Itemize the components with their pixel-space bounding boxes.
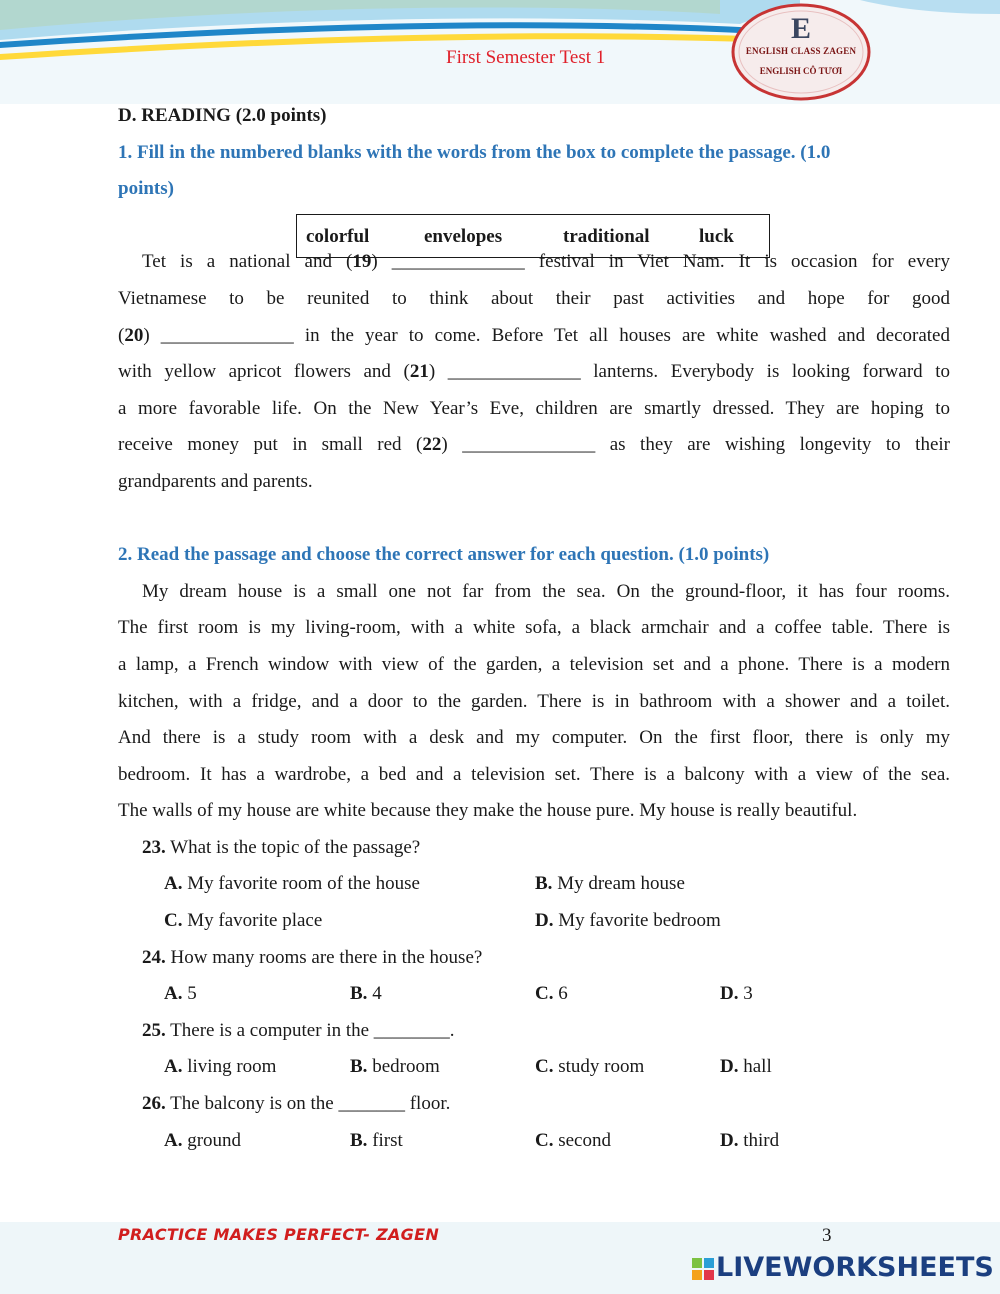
- question-number: 24.: [142, 946, 166, 968]
- part1-instruction-line2: points): [118, 178, 174, 200]
- option-26-a[interactable]: A. ground: [164, 1129, 242, 1151]
- option-26-b[interactable]: B. first: [350, 1129, 403, 1151]
- passage2-line: bedroom. It has a wardrobe, a bed and a television set. There is a balcony with a view of the sea.: [118, 763, 950, 785]
- option-23-c[interactable]: C. My favorite place: [164, 910, 323, 932]
- option-25-b[interactable]: B. bedroom: [350, 1056, 440, 1078]
- passage2: [118, 574, 950, 830]
- option-23-a[interactable]: A. My favorite room of the house: [164, 873, 420, 895]
- question-23-options-row2: [118, 903, 950, 940]
- question-23-options-row1: [118, 866, 950, 903]
- question-25-options: [118, 1049, 950, 1086]
- option-25-c[interactable]: C. study room: [535, 1056, 645, 1078]
- question-23: [118, 830, 950, 867]
- page-number: 3: [822, 1225, 832, 1246]
- option-24-d[interactable]: D. 3: [720, 983, 753, 1005]
- word-luck: luck: [699, 226, 734, 247]
- blank-number-21: 21: [409, 361, 429, 383]
- question-number: 23.: [142, 836, 166, 858]
- option-24-c[interactable]: C. 6: [535, 983, 568, 1005]
- word-box: [296, 214, 770, 258]
- question-number: 26.: [142, 1093, 166, 1115]
- blank-number-22: 22: [422, 434, 442, 456]
- passage1-line: with yellow apricot flowers and (21) ______________ lanterns. Everybody is looking forward to: [118, 361, 951, 383]
- passage1: [118, 244, 950, 500]
- liveworksheets-brand[interactable]: LIVEWORKSHEETS: [716, 1252, 994, 1283]
- question-25: [118, 1013, 950, 1050]
- option-24-a[interactable]: A. 5: [164, 983, 197, 1005]
- option-24-b[interactable]: B. 4: [350, 983, 382, 1005]
- logo-letter: E: [790, 12, 811, 45]
- part1-instruction-line1: 1. Fill in the numbered blanks with the words from the box to complete the passage. (1.0: [118, 141, 831, 163]
- blank-number-19: 19: [352, 251, 372, 273]
- option-23-d[interactable]: D. My favorite bedroom: [535, 910, 721, 932]
- section-heading: D. READING (2.0 points): [118, 105, 327, 126]
- passage2-line: The walls of my house are white because they make the house pure. My house is really beautiful.: [118, 800, 858, 822]
- page-header: [0, 0, 1000, 104]
- word-colorful: colorful: [306, 226, 370, 247]
- question-26: [118, 1086, 950, 1123]
- passage1-line: receive money put in small red (22) ______________ as they are wishing longevity to their: [118, 434, 950, 456]
- passage2-line: a lamp, a French window with view of the garden, a television set and a phone. There is a modern: [118, 653, 950, 675]
- question-number: 25.: [142, 1019, 166, 1041]
- passage2-line: The first room is my living-room, with a white sofa, a black armchair and a coffee table. There is: [118, 617, 950, 639]
- question-26-options: [118, 1123, 950, 1160]
- question-text: What is the topic of the passage?: [165, 836, 421, 858]
- option-26-c[interactable]: C. second: [535, 1129, 611, 1151]
- header-title: First Semester Test 1: [446, 47, 606, 68]
- option-25-a[interactable]: A. living room: [164, 1056, 277, 1078]
- option-26-d[interactable]: D. third: [720, 1129, 780, 1151]
- logo-text-top: ENGLISH CLASS ZAGEN: [745, 46, 857, 56]
- passage1-line: grandparents and parents.: [118, 470, 313, 492]
- passage1-line: (20) ______________ in the year to come. Before Tet all houses are white washed and decorated: [118, 324, 950, 346]
- word-traditional: traditional: [563, 226, 650, 247]
- class-logo: [731, 2, 871, 102]
- passage2-line: And there is a study room with a desk and my computer. On the first floor, there is only my: [118, 727, 950, 749]
- passage1-line: a more favorable life. On the New Year’s Eve, children are smartly dressed. They are hoping to: [118, 397, 950, 419]
- option-25-d[interactable]: D. hall: [720, 1056, 772, 1078]
- passage2-line: kitchen, with a fridge, and a door to the garden. There is in bathroom with a shower and a toilet.: [118, 690, 950, 712]
- logo-text-bottom: ENGLISH CÔ TƯƠI: [759, 66, 843, 76]
- option-23-b[interactable]: B. My dream house: [535, 873, 685, 895]
- word-envelopes: envelopes: [424, 226, 503, 247]
- passage1-line: Vietnamese to be reunited to think about their past activities and hope for good: [118, 287, 950, 309]
- question-text: The balcony is on the _______ floor.: [165, 1093, 451, 1115]
- part2-instruction: 2. Read the passage and choose the correct answer for each question. (1.0 points): [118, 544, 770, 566]
- passage2-line: My dream house is a small one not far from the sea. On the ground-floor, it has four rooms.: [142, 580, 950, 602]
- blank-number-20: 20: [124, 324, 144, 346]
- question-24-options: [118, 976, 950, 1013]
- question-24: [118, 940, 950, 977]
- footer-motto: PRACTICE MAKES PERFECT- ZAGEN: [118, 1225, 440, 1244]
- question-text: How many rooms are there in the house?: [165, 946, 483, 968]
- liveworksheets-logo-icon: [692, 1258, 714, 1280]
- passage1-line: Tet is a national and (19) ______________ festival in Viet Nam. It is occasion for every: [142, 251, 950, 273]
- question-text: There is a computer in the ________.: [165, 1019, 455, 1041]
